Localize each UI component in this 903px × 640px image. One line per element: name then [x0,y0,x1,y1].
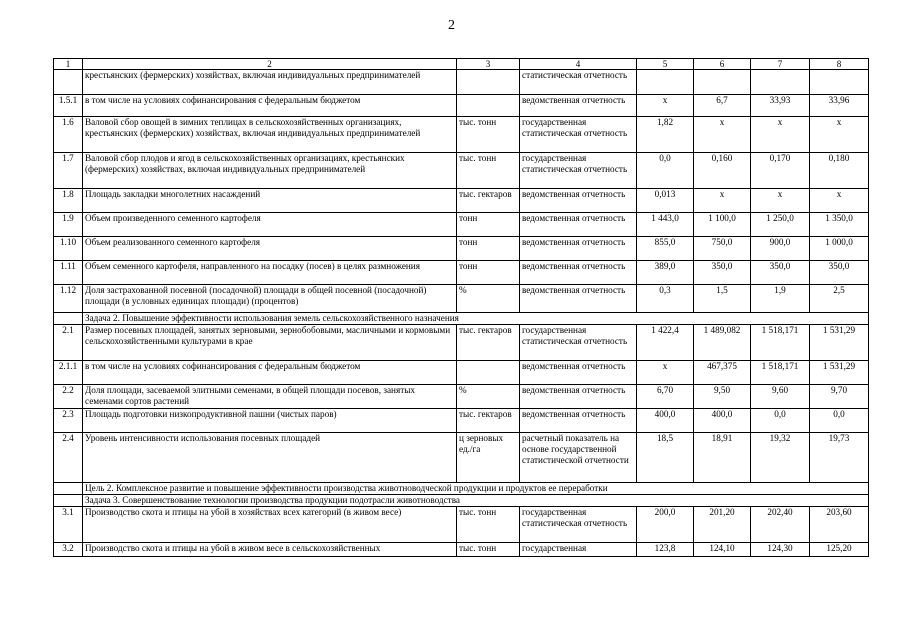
unit-of-measure: тыс. тонн [457,117,520,153]
value-col-5: х [637,95,694,117]
unit-of-measure: тыс. гектаров [457,409,520,433]
header-cell: 8 [810,59,869,70]
unit-of-measure [457,70,520,95]
value-col-5: х [637,361,694,385]
value-col-7: 1 250,0 [751,213,810,237]
data-source: расчетный показатель на основе государственной статистической отчетности [520,433,637,483]
indicator-number: 2.3 [54,409,83,433]
indicator-name: Валовой сбор плодов и ягод в сельскохозяйственных организациях, крестьянских (фермерских) хозяйствах, включая индивидуальных предпринимателей [83,153,457,189]
header-cell: 1 [54,59,83,70]
data-source: статистическая отчетность [520,70,637,95]
header-cell: 7 [751,59,810,70]
value-col-8: 1 531,29 [810,325,869,361]
table-row [54,507,869,543]
indicator-number: 1.9 [54,213,83,237]
indicator-name: в том числе на условиях софинансирования с федеральным бюджетом [83,361,457,385]
value-col-7: 350,0 [751,261,810,285]
data-source: ведомственная отчетность [520,261,637,285]
value-col-5: 389,0 [637,261,694,285]
value-col-7: 1,9 [751,285,810,313]
indicator-name: Уровень интенсивности использования посевных площадей [83,433,457,483]
unit-of-measure: тонн [457,213,520,237]
data-source: ведомственная отчетность [520,237,637,261]
value-col-6: 350,0 [694,261,751,285]
table-row [54,70,869,95]
data-source: ведомственная отчетность [520,385,637,409]
value-col-6: 201,20 [694,507,751,543]
unit-of-measure: % [457,285,520,313]
value-col-8: 2,5 [810,285,869,313]
section-heading-row [54,495,869,507]
data-source: государственная статистическая отчетность [520,325,637,361]
value-col-6: 124,10 [694,543,751,557]
indicator-name: Доля застрахованной посевной (посадочной) площади в общей посевной (посадочной) площади (в условных единицах площади) (процентов) [83,285,457,313]
table-row [54,189,869,213]
header-cell: 5 [637,59,694,70]
value-col-6: 750,0 [694,237,751,261]
indicator-name: Производство скота и птицы на убой в хозяйствах всех категорий (в живом весе) [83,507,457,543]
table-row [54,213,869,237]
value-col-5: 200,0 [637,507,694,543]
value-col-5: 0,013 [637,189,694,213]
value-col-7: 124,30 [751,543,810,557]
value-col-5: 400,0 [637,409,694,433]
table-row [54,153,869,189]
section-heading: Задача 2. Повышение эффективности использования земель сельскохозяйственного назначения [83,313,869,325]
value-col-7: 0,170 [751,153,810,189]
header-cell: 4 [520,59,637,70]
value-col-6: х [694,117,751,153]
table-row [54,385,869,409]
page-number: 2 [448,18,455,33]
value-col-5 [637,70,694,95]
indicator-name: Производство скота и птицы на убой в живом весе в сельскохозяйственных [83,543,457,557]
indicator-number: 1.7 [54,153,83,189]
value-col-8: 1 000,0 [810,237,869,261]
table-row [54,409,869,433]
indicator-number: 1.11 [54,261,83,285]
unit-of-measure: тыс. тонн [457,543,520,557]
indicator-name: Объем реализованного семенного картофеля [83,237,457,261]
header-cell: 6 [694,59,751,70]
value-col-8: х [810,117,869,153]
value-col-8: 1 531,29 [810,361,869,385]
header-cell: 3 [457,59,520,70]
indicator-name: Валовой сбор овощей в зимних теплицах в сельскохозяйственных организациях, крестьянских (фермерских) хозяйствах, включая индивидуальных предпринимателей [83,117,457,153]
value-col-5: 855,0 [637,237,694,261]
data-source: государственная статистическая отчетность [520,507,637,543]
value-col-8: х [810,189,869,213]
indicator-number: 3.2 [54,543,83,557]
value-col-6: 9,50 [694,385,751,409]
indicator-number: 1.10 [54,237,83,261]
data-source: ведомственная отчетность [520,409,637,433]
value-col-8: 1 350,0 [810,213,869,237]
unit-of-measure: тыс. гектаров [457,325,520,361]
unit-of-measure [457,361,520,385]
empty-number-cell [54,495,83,507]
value-col-6: 1,5 [694,285,751,313]
indicator-name: Доля площади, засеваемой элитными семенами, в общей площади посевов, занятых семенами сортов растений [83,385,457,409]
data-source: государственная статистическая отчетность [520,153,637,189]
value-col-8 [810,70,869,95]
section-heading: Цель 2. Комплексное развитие и повышение эффективности производства животноводческой продукции и продуктов ее переработки [83,483,869,495]
table-header [54,59,869,70]
unit-of-measure: % [457,385,520,409]
value-col-5: 123,8 [637,543,694,557]
table-row [54,261,869,285]
indicator-name: крестьянских (фермерских) хозяйствах, включая индивидуальных предпринимателей [83,70,457,95]
data-source: государственная [520,543,637,557]
table-row [54,543,869,557]
indicator-number [54,70,83,95]
value-col-7: 33,93 [751,95,810,117]
table-row [54,237,869,261]
value-col-7: х [751,189,810,213]
indicator-name: в том числе на условиях софинансирования с федеральным бюджетом [83,95,457,117]
data-source: ведомственная отчетность [520,285,637,313]
value-col-7: 1 518,171 [751,361,810,385]
value-col-5: 0,0 [637,153,694,189]
value-col-8: 33,96 [810,95,869,117]
value-col-6: х [694,189,751,213]
value-col-8: 350,0 [810,261,869,285]
section-heading-row [54,483,869,495]
value-col-7: 1 518,171 [751,325,810,361]
unit-of-measure [457,95,520,117]
data-source: ведомственная отчетность [520,361,637,385]
value-col-6: 467,375 [694,361,751,385]
value-col-6: 400,0 [694,409,751,433]
value-col-7: 202,40 [751,507,810,543]
indicator-number: 1.6 [54,117,83,153]
indicator-number: 2.1 [54,325,83,361]
value-col-5: 18,5 [637,433,694,483]
value-col-6: 1 489,082 [694,325,751,361]
value-col-6: 0,160 [694,153,751,189]
indicator-number: 2.4 [54,433,83,483]
unit-of-measure: тыс. тонн [457,507,520,543]
indicator-name: Объем произведенного семенного картофеля [83,213,457,237]
empty-number-cell [54,483,83,495]
table-row [54,433,869,483]
value-col-7: 0,0 [751,409,810,433]
value-col-6 [694,70,751,95]
table-body [54,70,869,557]
data-source: ведомственная отчетность [520,189,637,213]
table-row [54,117,869,153]
value-col-5: 1,82 [637,117,694,153]
indicator-number: 3.1 [54,507,83,543]
indicator-number: 1.5.1 [54,95,83,117]
value-col-7: 900,0 [751,237,810,261]
indicator-number: 1.12 [54,285,83,313]
table-row [54,361,869,385]
value-col-8: 9,70 [810,385,869,409]
indicator-name: Площадь закладки многолетних насаждений [83,189,457,213]
value-col-8: 203,60 [810,507,869,543]
data-source: ведомственная отчетность [520,213,637,237]
indicators-table [53,58,869,557]
value-col-7: х [751,117,810,153]
table-row [54,285,869,313]
data-source: ведомственная отчетность [520,95,637,117]
unit-of-measure: тонн [457,261,520,285]
header-cell: 2 [83,59,457,70]
indicator-name: Размер посевных площадей, занятых зерновыми, зернобобовыми, масличными и кормовыми сельскохозяйственными культурами в крае [83,325,457,361]
table-row [54,325,869,361]
value-col-8: 19,73 [810,433,869,483]
data-source: государственная статистическая отчетность [520,117,637,153]
unit-of-measure: тыс. тонн [457,153,520,189]
indicator-number: 2.1.1 [54,361,83,385]
value-col-6: 6,7 [694,95,751,117]
indicator-number: 1.8 [54,189,83,213]
value-col-7: 19,32 [751,433,810,483]
value-col-8: 0,0 [810,409,869,433]
section-heading: Задача 3. Совершенствование технологии производства продукции подотрасли животноводства [83,495,869,507]
section-heading-row [54,313,869,325]
value-col-5: 1 422,4 [637,325,694,361]
unit-of-measure: тыс. гектаров [457,189,520,213]
empty-number-cell [54,313,83,325]
value-col-5: 6,70 [637,385,694,409]
value-col-5: 0,3 [637,285,694,313]
indicator-number: 2.2 [54,385,83,409]
unit-of-measure: тонн [457,237,520,261]
unit-of-measure: ц зерновых ед./га [457,433,520,483]
value-col-7: 9,60 [751,385,810,409]
value-col-6: 1 100,0 [694,213,751,237]
value-col-7 [751,70,810,95]
indicator-name: Площадь подготовки низкопродуктивной пашни (чистых паров) [83,409,457,433]
value-col-8: 125,20 [810,543,869,557]
value-col-8: 0,180 [810,153,869,189]
table-row [54,95,869,117]
value-col-6: 18,91 [694,433,751,483]
indicator-name: Объем семенного картофеля, направленного на посадку (посев) в целях размножения [83,261,457,285]
value-col-5: 1 443,0 [637,213,694,237]
